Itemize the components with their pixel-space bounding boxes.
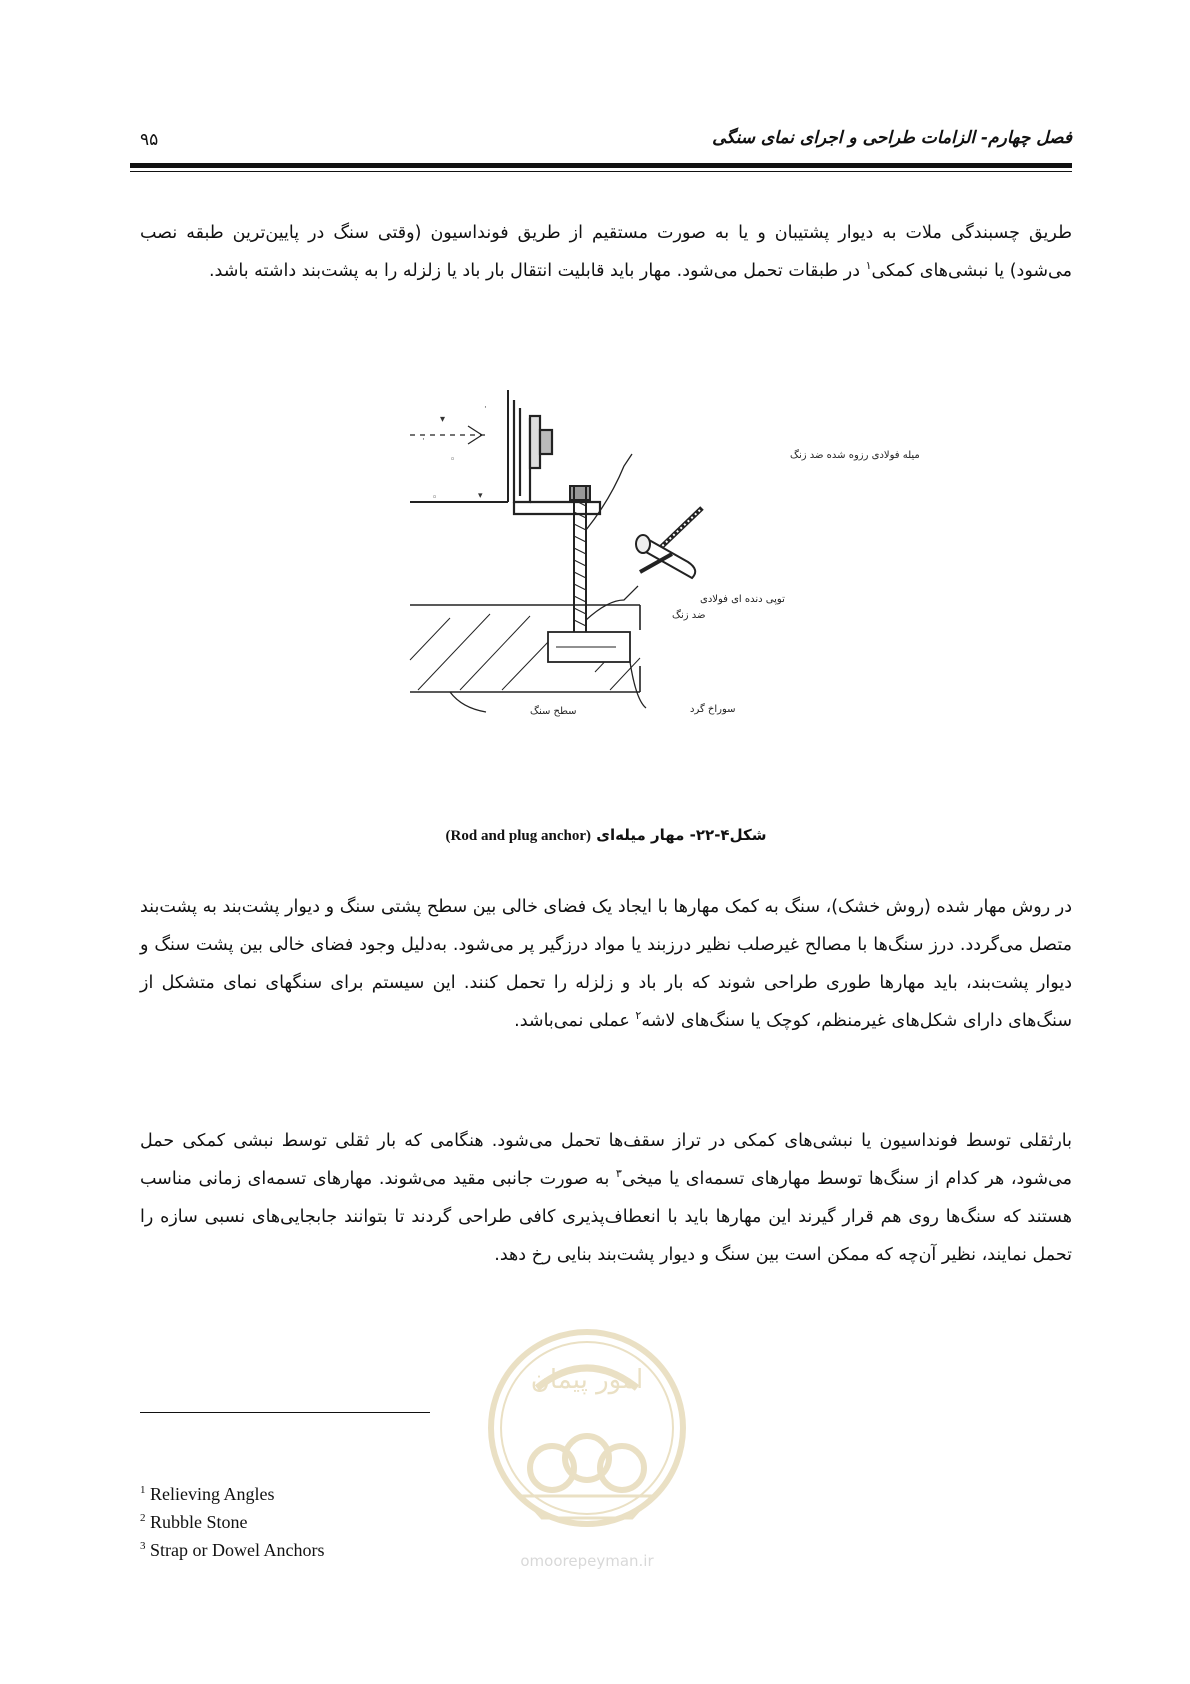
watermark-logo (482, 1318, 692, 1578)
chapter-title: فصل چهارم- الزامات طراحی و اجرای نمای سنگی (712, 128, 1072, 148)
svg-text:◦: ◦ (432, 493, 438, 503)
label-round-hole: سوراخ گرد (690, 704, 736, 715)
plug-detail (636, 508, 702, 578)
svg-text:▾: ▾ (440, 414, 446, 425)
footnote-ref-2[interactable]: ۲ (635, 1009, 642, 1023)
page-number: ۹۵ (140, 130, 159, 150)
paragraph-intro-text-a: طریق چسبندگی ملات به دیوار پشتیبان و یا به صورت مستقیم از طریق فونداسیون (وقتی سنگ در پایین‌ترین طبقه نصب می‌شود) یا نبشی‌های کمکی (140, 223, 1072, 281)
paragraph-intro (140, 214, 1072, 290)
paragraph-gravity-load (140, 1122, 1072, 1274)
stone-slab (410, 605, 640, 692)
footnote-number: 2 (140, 1512, 146, 1524)
footnote-text: Relieving Angles (150, 1484, 275, 1504)
label-plug-line1: توپی دنده ای فولادی (700, 594, 785, 605)
footnote-number: 3 (140, 1540, 146, 1552)
footnote-divider (140, 1412, 430, 1413)
watermark-brand: امور پیمان (530, 1365, 644, 1395)
label-stone-surface: سطح سنگ (530, 706, 577, 717)
paragraph-dry-method-text-a: در روش مهار شده (روش خشک)، سنگ به کمک مهارها با ایجاد یک فضای خالی بین سطح پشتی سنگ و دیوار پشت‌بند به پشت‌بند متصل می‌گردد. درز سنگ‌ها با مصالح غیرصلب نظیر درزبند یا مواد درزگیر پر می‌شود. به‌دلیل وجود فضای خالی بین پشت سنگ و دیوار پشت‌بند، باید مهارها طوری طراحی شوند که بار باد و زلزله را تحمل کنند. این سیستم برای سنگهای نمای متشکل از سنگ‌های دارای شکل‌های غیرمنظم، کوچک یا سنگ‌های لاشه (140, 897, 1072, 1031)
label-plug-line2: ضد زنگ (672, 610, 706, 621)
svg-text:▾: ▾ (478, 491, 483, 501)
footnote-ref-1[interactable]: ۱ (865, 259, 872, 273)
footnote-item (140, 1506, 324, 1534)
paragraph-gravity-load-text-b: به صورت جانبی مقید می‌شوند. مهارهای تسمه‌ای زمانی مناسب هستند که سنگ‌ها روی هم قرار گیرند این مهارها باید با انعطاف‌پذیری کافی طراحی گردند تا بتوانند جابجایی‌های نسبی سازه را تحمل نمایند، نظیر آن‌چه که ممکن است بین سنگ و دیوار پشت‌بند بنایی رخ دهد. (140, 1169, 1072, 1265)
rod-and-plug-anchor-figure (410, 390, 920, 775)
watermark-url: omoorepeyman.ir (520, 1552, 654, 1570)
paragraph-gravity-load-text-a: بارثقلی توسط فونداسیون یا نبشی‌های کمکی در تراز سقف‌ها تحمل می‌شود. هنگامی که بار ثقلی توسط نبشی کمکی حمل می‌شود، هر کدام از سنگ‌ها توسط مهارهای تسمه‌ای یا میخی (140, 1131, 1072, 1189)
label-threaded-rod: میله فولادی رزوه شده ضد زنگ (790, 450, 920, 461)
paragraph-intro-text-b: در طبقات تحمل می‌شود. مهار باید قابلیت انتقال بار باد یا زلزله را به پشت‌بند داشته باشد. (208, 261, 866, 281)
svg-text:·: · (422, 435, 425, 445)
header-rule-thin (130, 171, 1072, 172)
svg-text:·: · (484, 403, 487, 413)
footnote-text: Strap or Dowel Anchors (150, 1540, 325, 1560)
footnote-number: 1 (140, 1484, 146, 1496)
figure-caption-en: (Rod and plug anchor) (445, 828, 591, 844)
footnotes (140, 1478, 324, 1562)
footnote-text: Rubble Stone (150, 1512, 248, 1532)
backing-wall (410, 390, 508, 503)
header-rule-thick (130, 163, 1072, 168)
figure-caption-fa: شکل۴-۲۲- مهار میله‌ای (596, 826, 767, 844)
figure-caption (140, 826, 1072, 845)
paragraph-dry-method-text-b: عملی نمی‌باشد. (514, 1011, 636, 1031)
paragraph-dry-method (140, 888, 1072, 1040)
threaded-rod (574, 486, 586, 638)
svg-text:◦: ◦ (450, 455, 456, 465)
footnote-item (140, 1534, 324, 1562)
footnote-ref-3[interactable]: ۳ (615, 1167, 622, 1181)
footnote-item (140, 1478, 324, 1506)
